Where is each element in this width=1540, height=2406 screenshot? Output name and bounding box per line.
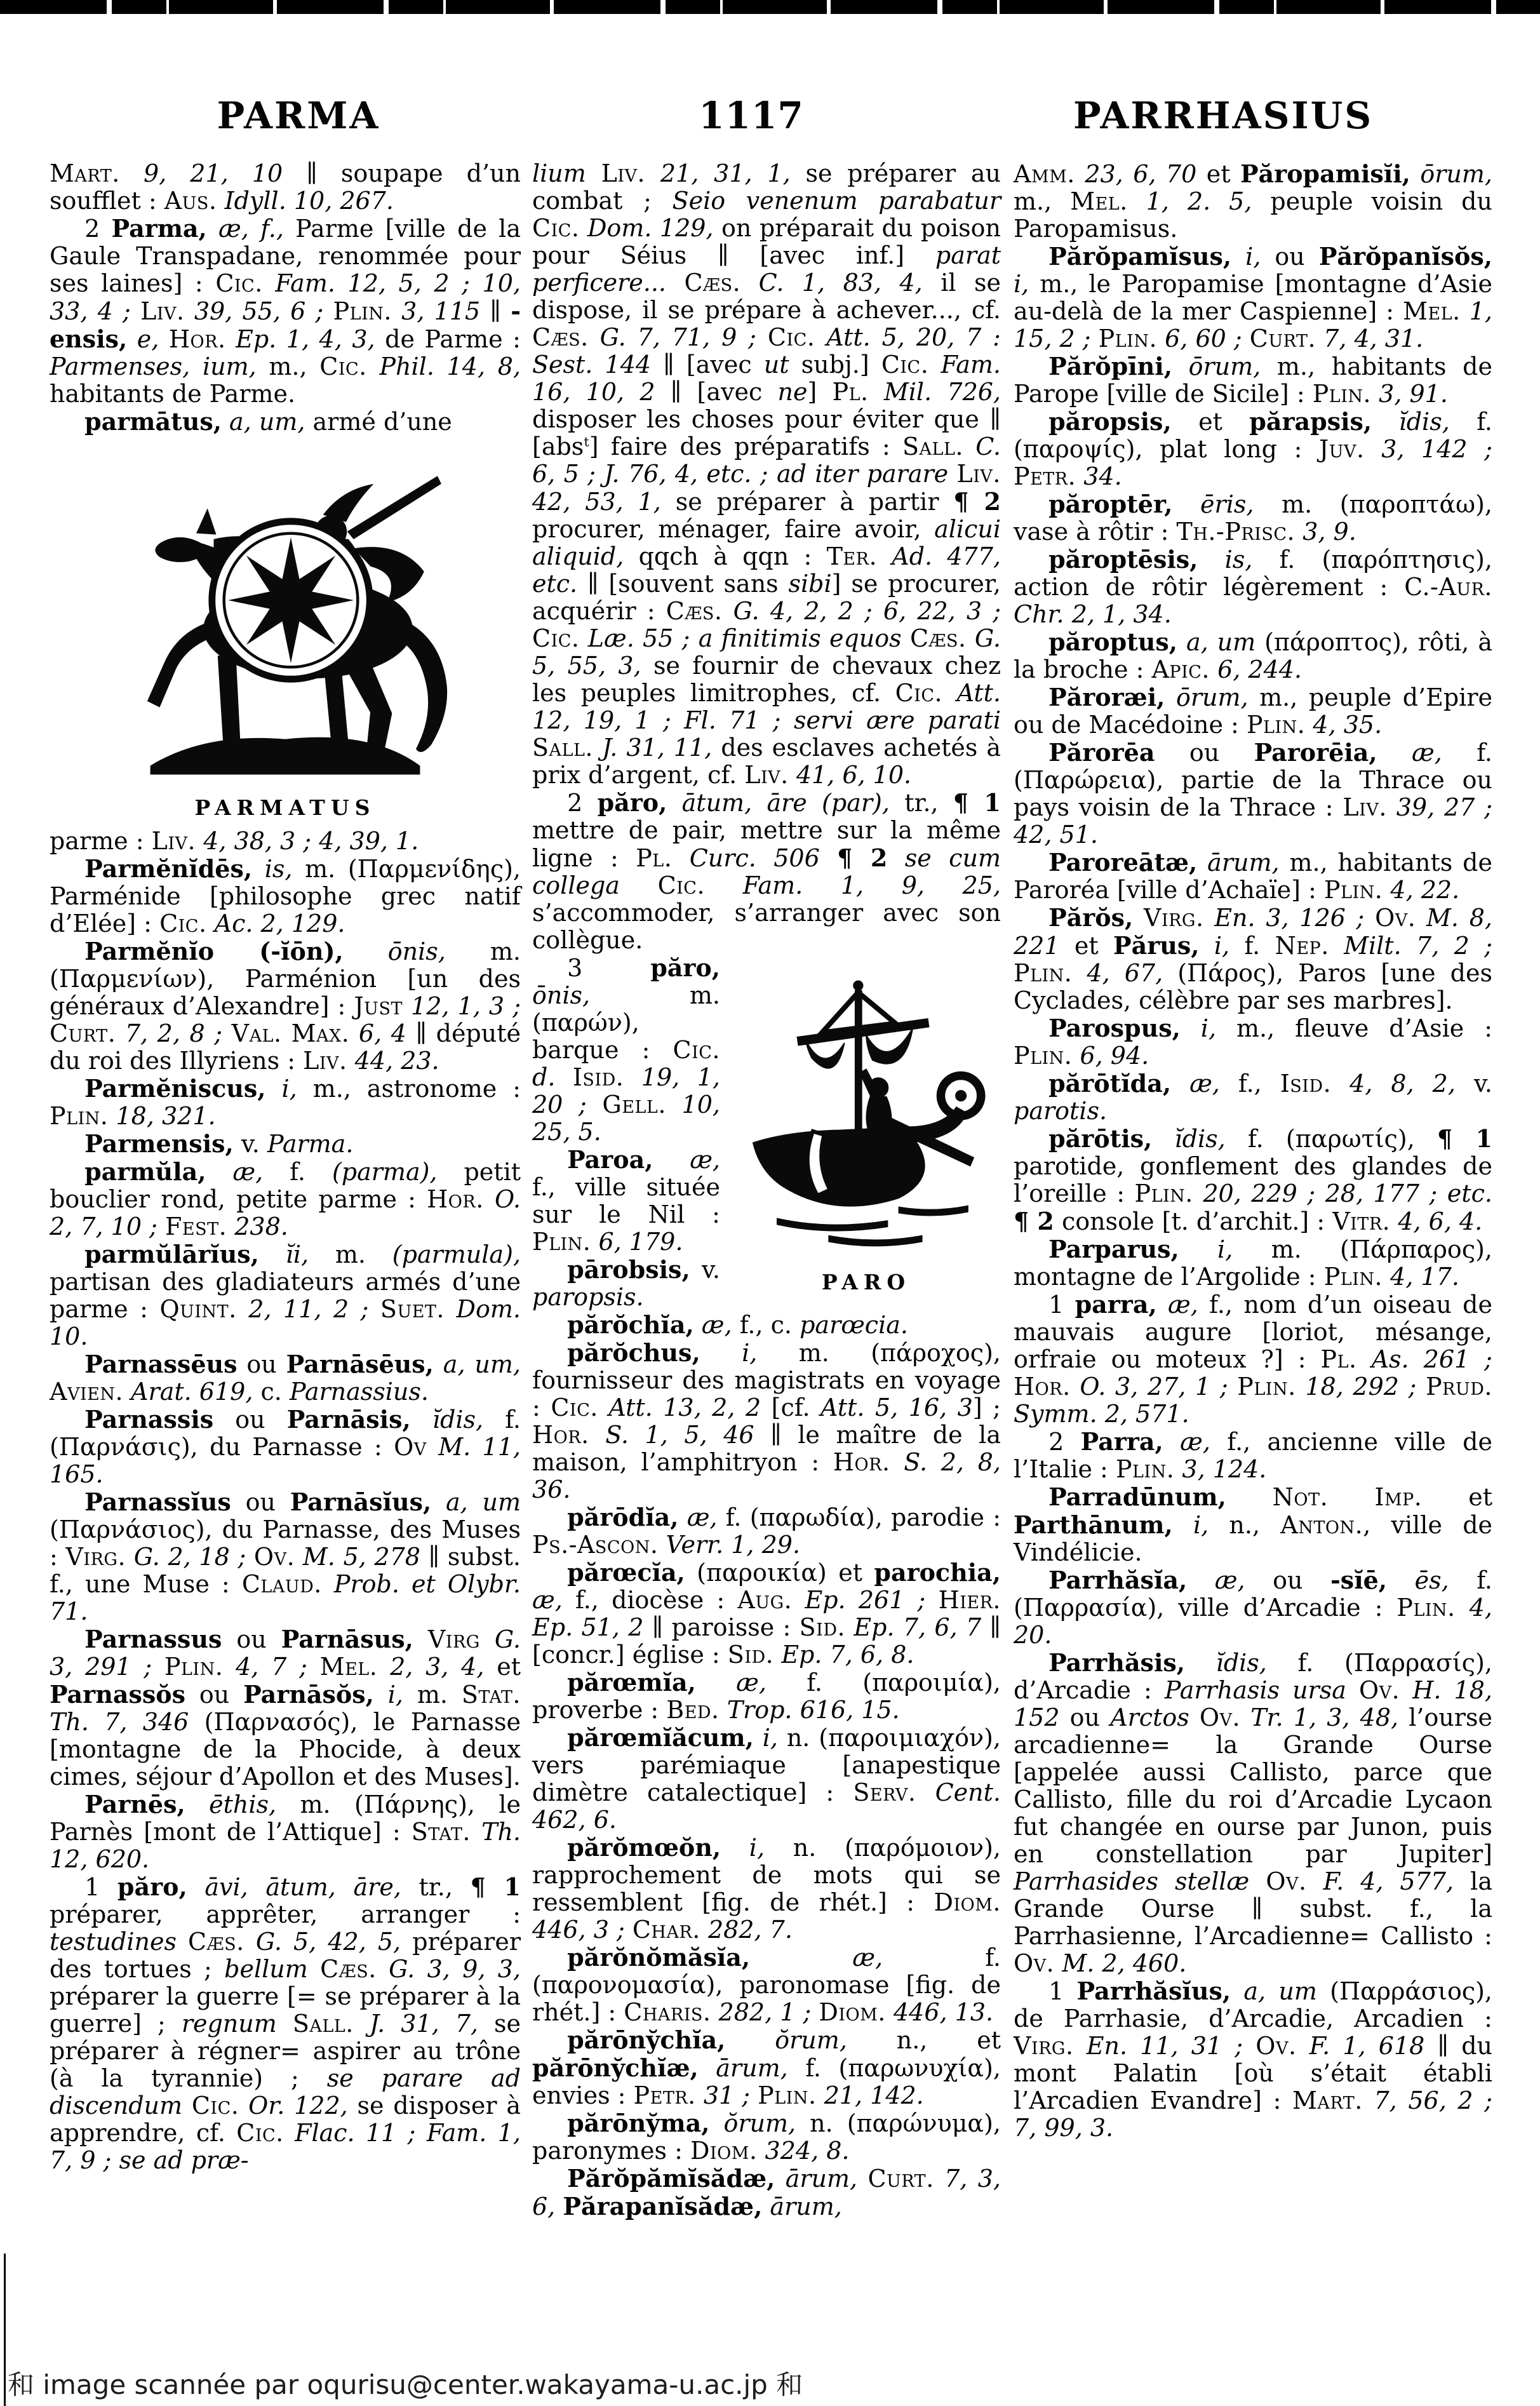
column-left bbox=[50, 160, 521, 2174]
dictionary-entry: pārobsis, v. paropsis. bbox=[532, 1255, 720, 1311]
figure-caption: PARMATUS bbox=[194, 795, 376, 820]
dictionary-entry: părōtĭda, æ, f., Isid. 4, 8, 2, v. parotis. bbox=[1014, 1069, 1492, 1125]
dictionary-entry: Parrhăsĭa, æ, ou -sĭē, ēs, f. (Παρρασία), ville d’Arcadie : Plin. 4, 20. bbox=[1014, 1566, 1492, 1649]
dictionary-entry: Parparus, i, m. (Πάρπαρος), montagne de l’Argolide : Plin. 4, 17. bbox=[1014, 1235, 1492, 1291]
dictionary-entry: 2 Parra, æ, f., ancienne ville de l’Italie : Plin. 3, 124. bbox=[1014, 1427, 1492, 1483]
dictionary-entry: părōdĭa, æ, f. (παρωδία), parodie : Ps.-Ascon. Verr. 1, 29. bbox=[532, 1503, 1001, 1559]
dictionary-entry: Părorēa ou Parorēia, æ, f. (Παρώρεια), partie de la Thrace ou pays voisin de la Thrace : Liv. 39, 27 ; 42, 51. bbox=[1014, 738, 1492, 849]
figure-caption: PARO bbox=[821, 1270, 911, 1294]
dictionary-entry: Parmĕnĭdēs, is, m. (Παρμενίδης), Parménide [philosophe grec natif d’Elée] : Cic. Ac. 2, 129. bbox=[50, 854, 521, 938]
dictionary-entry: părŏmœŏn, i, n. (παρόμοιον), rapprochement de mots qui se ressemblent [fig. de rhét.] : Diom. 446, 3 ; Char. 282, 7. bbox=[532, 1833, 1001, 1944]
dictionary-entry: păroptēsis, is, f. (παρόπτησις), action de rôtir légèrement : C.-Aur. Chr. 2, 1, 34. bbox=[1014, 545, 1492, 628]
column-right bbox=[1014, 160, 1492, 2142]
dictionary-entry: 3 păro, ōnis, m. (παρών), barque : Cic. d. Isid. 19, 1, 20 ; Gell. 10, 25, 5. bbox=[532, 953, 720, 1146]
dictionary-entry: părōny̆chĭa, ŏrum, n., et părōny̆chĭæ, ārum, f. (παρωνυχία), envies : Petr. 31 ; Plin. 21, 142. bbox=[532, 2026, 1001, 2109]
dictionary-entry: 1 păro, āvi, ātum, āre, tr., ¶ 1 préparer, apprêter, arranger : testudines Cæs. G. 5, 42, 5, préparer des tortues ; bellum Cæs. G. 3, 9, 3, préparer la guerre [= se préparer à la guerre] ; regnum Sall. J. 31, 7, se préparer à régner= aspirer au trône (à la tyrannie) ; se parare ad discendum Cic. Or. 122, se disposer à apprendre, cf. Cic. Flac. 11 ; Fam. 1, 7, 9 ; se ad præ- bbox=[50, 1872, 521, 2174]
dictionary-entry: Parnassĭus ou Parnāsĭus, a, um (Παρνάσιος), du Parnasse, des Muses : Virg. G. 2, 18 ; Ov. M. 5, 278 ∥ subst. f., une Muse : Claud. Prob. et Olybr. 71. bbox=[50, 1488, 521, 1625]
column-middle bbox=[532, 160, 1001, 2221]
dictionary-entry: Paroa, æ, f., ville située sur le Nil : Plin. 6, 179. bbox=[532, 1145, 720, 1256]
dictionary-entry: părōny̆ma, ŏrum, n. (παρώνυμα), paronymes : Diom. 324, 8. bbox=[532, 2109, 1001, 2165]
page-header bbox=[0, 94, 1540, 140]
scan-edge-line bbox=[4, 2254, 6, 2406]
dictionary-entry: Parospus, i, m., fleuve d’Asie : Plin. 6, 94. bbox=[1014, 1014, 1492, 1070]
page-number: 1117 bbox=[699, 94, 804, 137]
dictionary-entry: 2 Parma, æ, f., Parme [ville de la Gaule Transpadane, renommée pour ses laines] : Cic. Fam. 12, 5, 2 ; 10, 33, 4 ; Liv. 39, 55, 6 ; Plin. 3, 115 ∥ -ensis, e, Hor. Ep. 1, 4, 3, de Parme : Parmenses, ium, m., Cic. Phil. 14, 8, habitants de Parme. bbox=[50, 214, 521, 408]
dictionary-entry: Păroræi, ōrum, m., peuple d’Epire ou de Macédoine : Plin. 4, 35. bbox=[1014, 683, 1492, 739]
parmatus-figure bbox=[82, 446, 488, 821]
dictionary-entry: 1 parra, æ, f., nom d’un oiseau de mauvais augure [loriot, mésange, orfraie ou moteux ?] : Pl. As. 261 ; Hor. O. 3, 27, 1 ; Plin. 18, 292 ; Prud. Symm. 2, 571. bbox=[1014, 1290, 1492, 1428]
dictionary-entry: păroptus, a, um (πάροπτος), rôti, à la broche : Apic. 6, 244. bbox=[1014, 628, 1492, 683]
dictionary-entry: 1 Parrhăsĭus, a, um (Παρράσιος), de Parrhasie, d’Arcadie, Arcadien : Virg. En. 11, 31 ; Ov. F. 1, 618 ∥ du mont Palatin [où s’était établi l’Arcadien Evandre] : Mart. 7, 56, 2 ; 7, 99, 3. bbox=[1014, 1977, 1493, 2142]
watermark-text: 和 image scannée par oqurisu@center.wakayama-u.ac.jp 和 bbox=[8, 2369, 803, 2400]
dictionary-entry: părœmĭa, æ, f. (παροιμία), proverbe : Bed. Trop. 616, 15. bbox=[532, 1668, 1001, 1724]
running-head-left: PARMA bbox=[217, 94, 380, 137]
dictionary-entry: Parmĕnĭo (-ĭōn), ōnis, m. (Παρμενίων), Parménion [un des généraux d’Alexandre] : Just 12, 1, 3 ; Curt. 7, 2, 8 ; Val. Max. 6, 4 ∥ député du roi des Illyriens : Liv. 44, 23. bbox=[50, 937, 521, 1075]
horseman-with-star-shield-illustration bbox=[91, 446, 479, 789]
dictionary-entry: Părŏpamĭsus, i, ou Părŏpanĭsŏs, i, m., le Paropamise [montagne d’Asie au-delà de la mer Caspienne] : Mel. 1, 15, 2 ; Plin. 6, 60 ; Curt. 7, 4, 31. bbox=[1014, 242, 1492, 353]
paro-figure bbox=[732, 959, 1001, 1296]
dictionary-entry: părŏnŏmăsĭa, æ, f. (παρονομασία), paronomase [fig. de rhét.] : Charis. 282, 1 ; Diom. 446, 13. bbox=[532, 1943, 1001, 2026]
dictionary-entry: Parrhăsis, ĭdis, f. (Παρρασίς), d’Arcadie : Parrhasis ursa Ov. H. 18, 152 ou Arctos Ov. Tr. 1, 3, 48, l’ourse arcadienne= la Grande Ourse [appelée aussi Callisto, parce que Callisto, fille du roi d’Arcadie Lycaon fut changée en ourse par Junon, puis en constellation par Jupiter] Parrhasides stellæ Ov. F. 4, 577, la Grande Ourse ∥ subst. f., la Parrhasienne, l’Arcadienne= Callisto : Ov. M. 2, 460. bbox=[1014, 1648, 1492, 1977]
dictionary-entry: Parmĕniscus, i, m., astronome : Plin. 18, 321. bbox=[50, 1074, 521, 1130]
dictionary-entry: parmātus, a, um, armé d’une bbox=[84, 407, 452, 436]
dictionary-entry: păroptēr, ēris, m. (παροπτάω), vase à rôtir : Th.-Prisc. 3, 9. bbox=[1014, 490, 1492, 546]
dictionary-entry: Parnēs, ēthis, m. (Πάρνης), le Parnès [mont de l’Attique] : Stat. Th. 12, 620. bbox=[50, 1790, 521, 1873]
dictionary-entry: 2 păro, ātum, āre (par), tr., ¶ 1 mettre de pair, mettre sur la même ligne : Pl. Curc. 506 ¶ 2 se cum collega Cic. Fam. 1, 9, 25, s’accommoder, s’arranger avec son collègue. bbox=[532, 788, 1001, 954]
dictionary-entry: păropsis, et părapsis, ĭdis, f. (παροψίς), plat long : Juv. 3, 142 ; Petr. 34. bbox=[1014, 407, 1493, 490]
dictionary-entry: părœcĭa, (παροικία) et parochia, æ, f., diocèse : Aug. Ep. 261 ; Hier. Ep. 51, 2 ∥ paroisse : Sid. Ep. 7, 6, 7 ∥ [concr.] église : Sid. Ep. 7, 6, 8. bbox=[532, 1558, 1001, 1669]
dictionary-entry: Parradūnum, Not. Imp. et Parthānum, i, n., Anton., ville de Vindélicie. bbox=[1014, 1482, 1493, 1566]
dictionary-entry: Parnassus ou Parnāsus, Virg G. 3, 291 ; Plin. 4, 7 ; Mel. 2, 3, 4, et Parnassŏs ou Parnāsŏs, i, m. Stat. Th. 7, 346 (Παρνασός), le Parnasse [montagne de la Phocide, à deux cimes, séjour d’Apollon et des Muses]. bbox=[50, 1625, 521, 1791]
dictionary-entry: Parnassēus ou Parnāsēus, a, um, Avien. Arat. 619, c. Parnassius. bbox=[50, 1350, 521, 1406]
dictionary-entry: Parmensis, v. Parma. bbox=[84, 1129, 354, 1158]
dictionary-entry: Părŏpīni, ōrum, m., habitants de Parope [ville de Sicile] : Plin. 3, 91. bbox=[1014, 352, 1492, 408]
dictionary-entry: Părŏs, Virg. En. 3, 126 ; Ov. M. 8, 221 et Părus, i, f. Nep. Milt. 7, 2 ; Plin. 4, 67, (Πάρος), Paros [une des Cyclades, célèbre par ses marbres]. bbox=[1014, 903, 1492, 1014]
dictionary-entry: părœmĭăcum, i, n. (παροιμιαχόν), vers parémiaque [anapestique dimètre catalectique] : Serv. Cent. 462, 6. bbox=[532, 1723, 1001, 1834]
dictionary-entry: părŏchus, i, m. (πάροχος), fournisseur des magistrats en voyage : Cic. Att. 13, 2, 2 [cf. Att. 5, 16, 3] ; Hor. S. 1, 5, 46 ∥ le maître de la maison, l’amphitryon : Hor. S. 2, 8, 36. bbox=[532, 1338, 1001, 1503]
dictionary-entry: parmŭla, æ, f. (parma), petit bouclier rond, petite parme : Hor. O. 2, 7, 10 ; Fest. 238. bbox=[50, 1157, 521, 1240]
dictionary-entry: parme : Liv. 4, 38, 3 ; 4, 39, 1. bbox=[50, 827, 419, 855]
dictionary-entry: Amm. 23, 6, 70 et Păropamisĭi, ōrum, m., Mel. 1, 2. 5, peuple voisin du Paropamisus. bbox=[1014, 159, 1492, 243]
scan-edge-artifact bbox=[0, 0, 1540, 14]
dictionary-entry: Paroreātæ, ārum, m., habitants de Paroréa [ville d’Achaïe] : Plin. 4, 22. bbox=[1014, 848, 1492, 904]
running-head-right: PARRHASIUS bbox=[1073, 94, 1374, 137]
sailboat-illustration bbox=[733, 959, 1000, 1258]
dictionary-entry: lium Liv. 21, 31, 1, se préparer au combat ; Seio venenum parabatur Cic. Dom. 129, on préparait du poison pour Séius ∥ [avec inf.] parat perficere... Cæs. C. 1, 83, 4, il se dispose, il se prépare à achever..., cf. Cæs. G. 7, 71, 9 ; Cic. Att. 5, 20, 7 : Sest. 144 ∥ [avec ut subj.] Cic. Fam. 16, 10, 2 ∥ [avec ne] Pl. Mil. 726, disposer les choses pour éviter que ∥ [abs$^t$] faire des préparatifs : Sall. C. 6, 5 ; J. 76, 4, etc. ; ad iter parare Liv. 42, 53, 1, se préparer à partir ¶ 2 procurer, ménager, faire avoir, alicui aliquid, qqch à qqn : Ter. Ad. 477, etc. ∥ [souvent sans sibi] se procurer, acquérir : Cæs. G. 4, 2, 2 ; 6, 22, 3 ; Cic. Læ. 55 ; a finitimis equos Cæs. G. 5, 55, 3, se fournir de chevaux chez les peuples limitrophes, cf. Cic. Att. 12, 19, 1 ; Fl. 71 ; servi ære parati Sall. J. 31, 11, des esclaves achetés à prix d’argent, cf. Liv. 41, 6, 10. bbox=[532, 159, 1001, 789]
dictionary-entry: părōtis, ĭdis, f. (παρωτίς), ¶ 1 parotide, gonflement des glandes de l’oreille : Plin. 20, 229 ; 28, 177 ; etc. ¶ 2 console [t. d’archit.] : Vitr. 4, 6, 4. bbox=[1014, 1124, 1493, 1235]
dictionary-entry: parmŭlārĭus, ĭi, m. (parmula), partisan des gladiateurs armés d’une parme : Quint. 2, 11, 2 ; Suet. Dom. 10. bbox=[50, 1240, 521, 1350]
dictionary-entry: Parnassis ou Parnāsis, ĭdis, f. (Παρνάσις), du Parnasse : Ov M. 11, 165. bbox=[50, 1405, 521, 1488]
dictionary-entry: Părŏpămĭsădæ, ārum, Curt. 7, 3, 6, Părapanĭsădæ, ārum, bbox=[532, 2164, 1001, 2221]
dictionary-entry: părŏchĭa, æ, f., c. parœcia. bbox=[567, 1310, 908, 1339]
dictionary-entry: Mart. 9, 21, 10 ∥ soupape d’un soufflet : Aus. Idyll. 10, 267. bbox=[50, 159, 521, 215]
